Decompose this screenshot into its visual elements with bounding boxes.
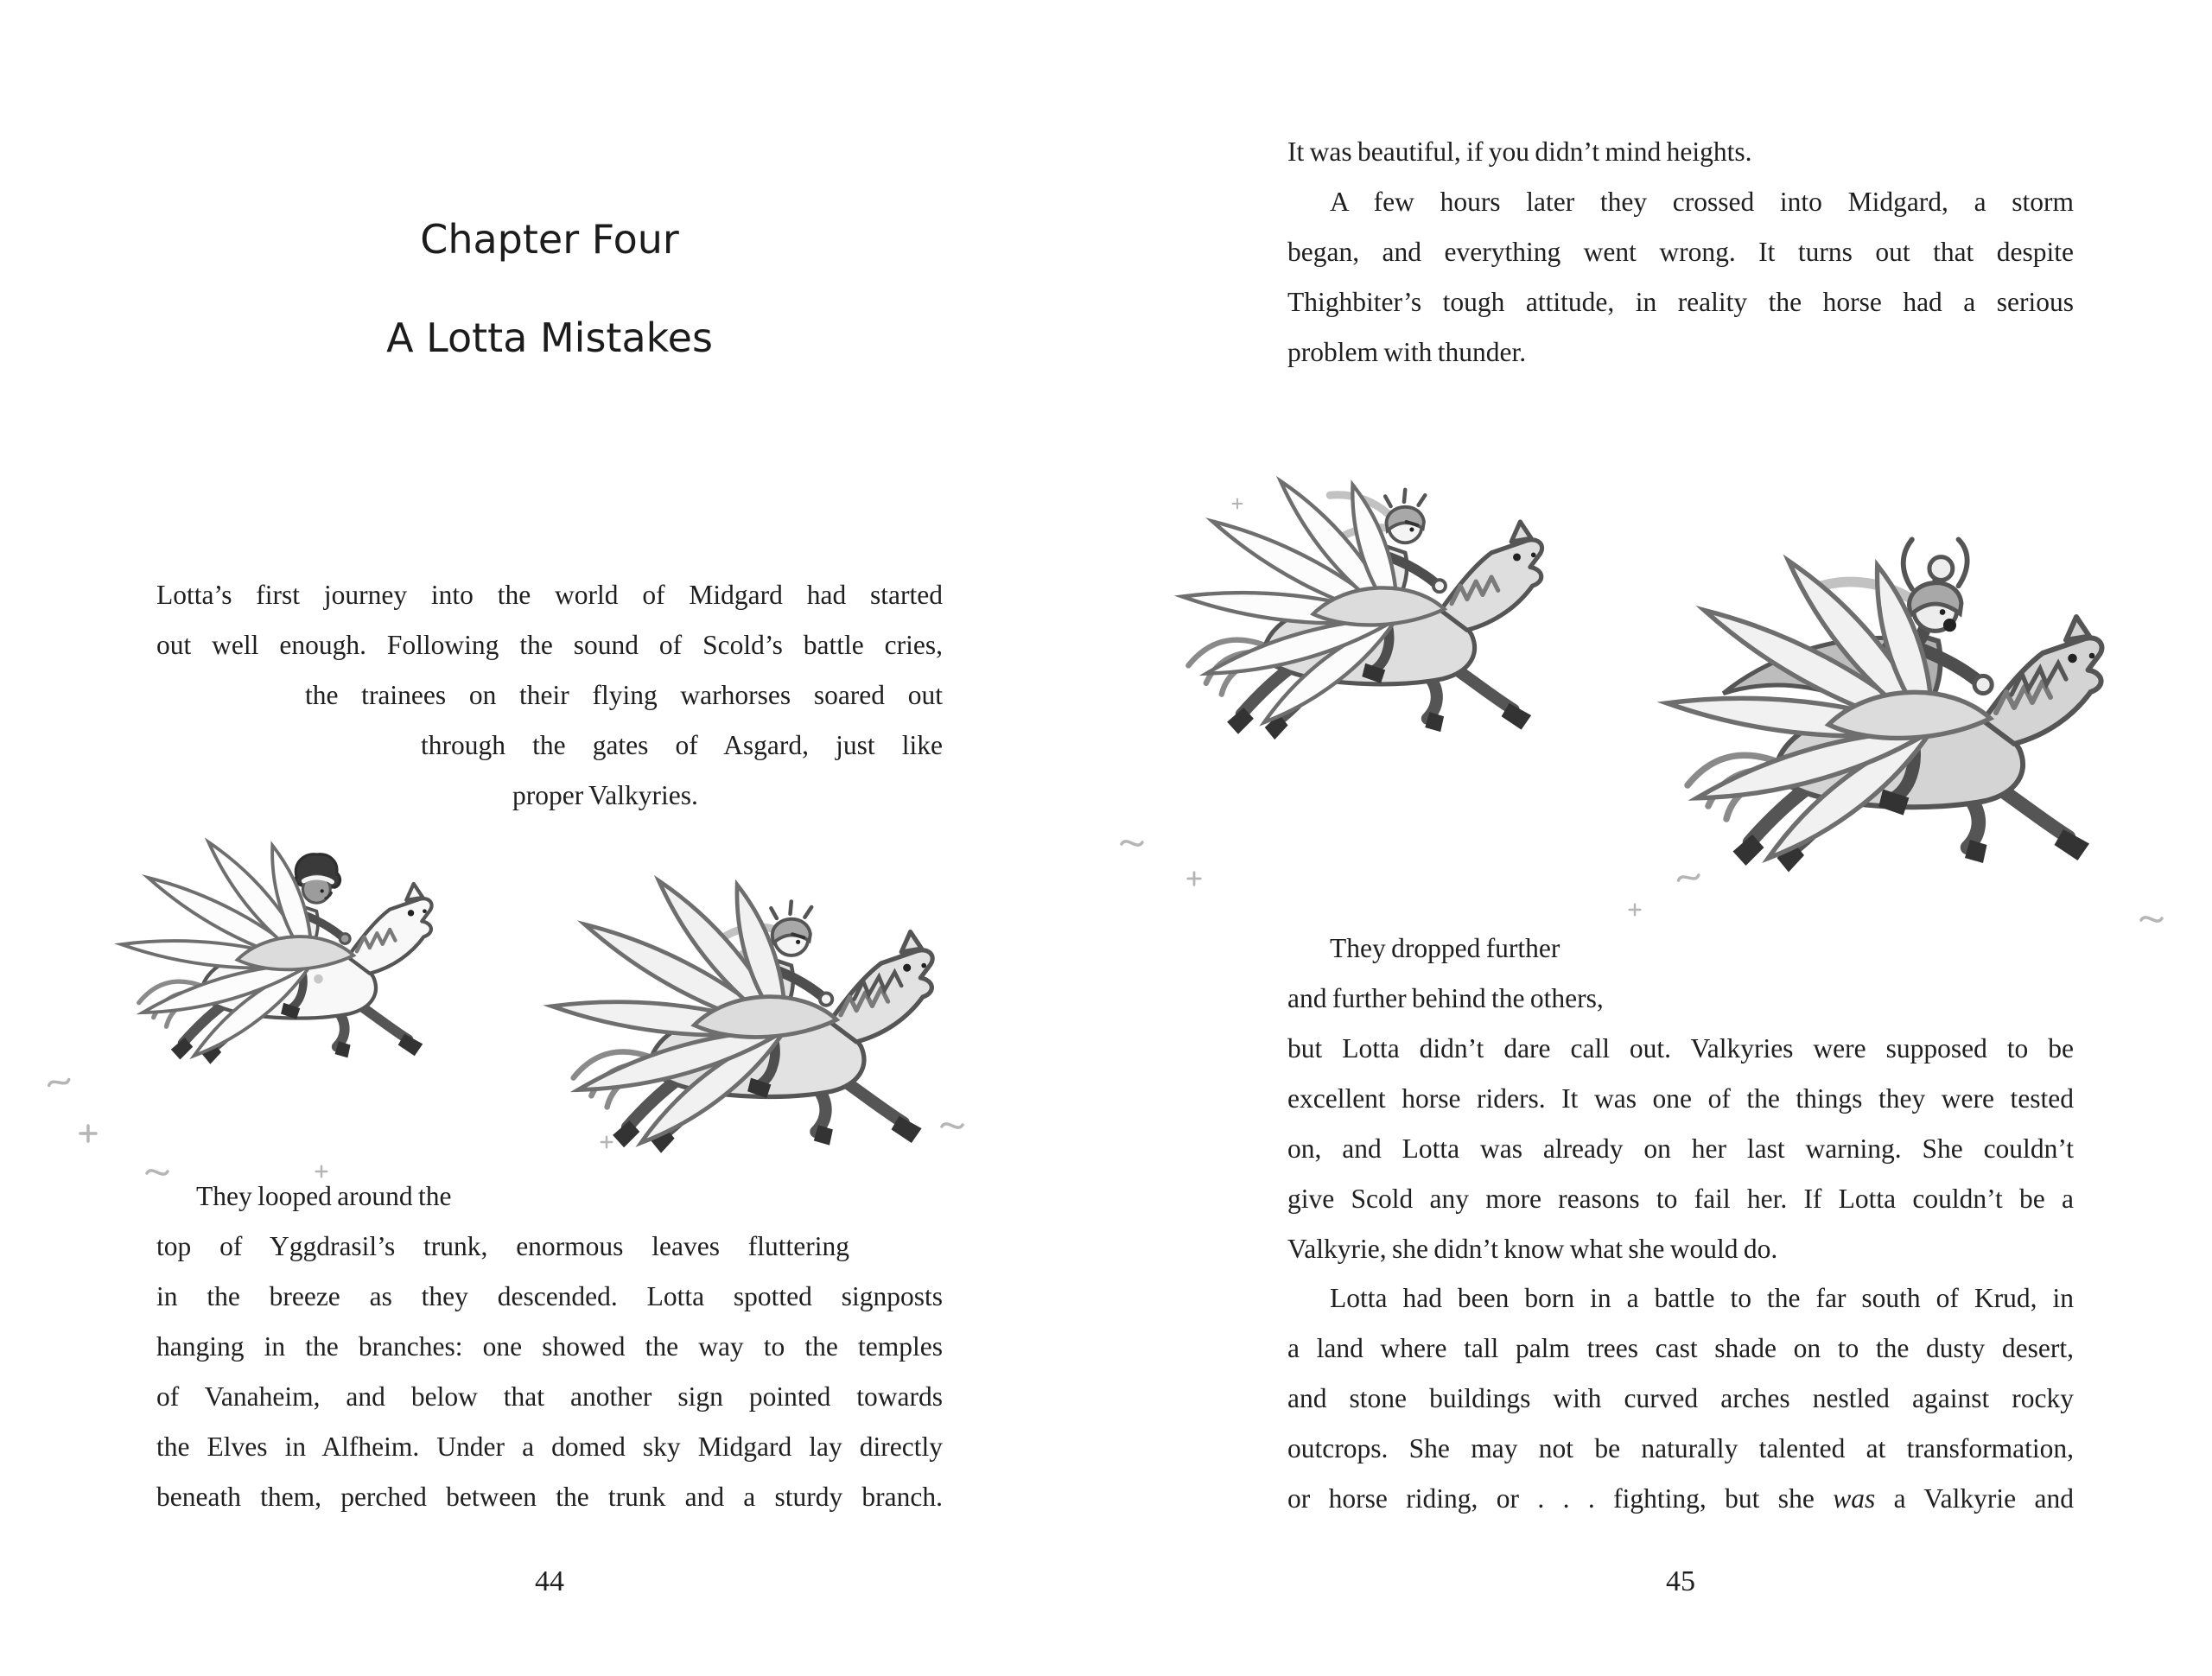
text-line: Valkyrie, she didn’t know what she would do. xyxy=(1287,1234,1778,1264)
text-line: top of Yggdrasil’s trunk, enormous leaves fluttering xyxy=(156,1231,849,1261)
page-number: 44 xyxy=(535,1565,564,1597)
squiggle-mark-icon xyxy=(1122,841,1142,845)
text-line: problem with thunder. xyxy=(1287,337,1527,367)
paragraph xyxy=(1287,1273,2074,1524)
text-line: and stone buildings with curved arches nestled against rocky xyxy=(1287,1383,2074,1413)
text-line: but Lotta didn’t dare call out. Valkyries were supposed to be xyxy=(1287,1033,2074,1063)
sparkle-icon xyxy=(1188,873,1200,885)
sparkle-icon xyxy=(1630,905,1641,916)
text-line: It was beautiful, if you didn’t mind heights. xyxy=(1287,136,1752,167)
paragraph xyxy=(156,1171,943,1522)
sparkle-icon xyxy=(80,1126,96,1141)
paragraph xyxy=(1287,127,2074,177)
winged-horse-armored xyxy=(1665,539,2101,872)
text-line: the Elves in Alfheim. Under a domed sky Midgard lay directly xyxy=(156,1432,943,1462)
text-line: beneath them, perched between the trunk and a sturdy branch. xyxy=(156,1482,943,1512)
chapter-title: A Lotta Mistakes xyxy=(386,314,713,361)
text-line: outcrops. She may not be naturally talented at transformation, xyxy=(1287,1433,2074,1463)
text-line: give Scold any more reasons to fail her. If Lotta couldn’t be a xyxy=(1287,1184,2074,1214)
winged-horse-grey xyxy=(550,872,932,1153)
text-line: Lotta’s first journey into the world of Midgard had started xyxy=(156,580,943,610)
text-line: proper Valkyries. xyxy=(512,780,698,810)
squiggle-mark-icon xyxy=(942,1124,963,1127)
text-line: through the gates of Asgard, just like xyxy=(421,730,943,760)
horse-wing xyxy=(550,872,836,1153)
right-page-illustration xyxy=(1080,393,2212,937)
page-number: 45 xyxy=(1666,1565,1695,1597)
winged-horse-white xyxy=(120,835,432,1064)
text-line: They dropped further xyxy=(1330,933,1560,963)
text-line: hanging in the branches: one showed the way to the temples xyxy=(156,1331,943,1362)
text-line: a land where tall palm trees cast shade on to the dusty desert, xyxy=(1287,1333,2074,1363)
squiggle-mark-icon xyxy=(48,1078,69,1086)
text-line: They looped around the xyxy=(196,1181,452,1211)
paragraph xyxy=(1287,924,2074,1274)
left-page-illustration xyxy=(35,760,1028,1201)
text-line: out well enough. Following the sound of Scold’s battle cries, xyxy=(156,630,943,660)
text-line: in the breeze as they descended. Lotta spotted signposts xyxy=(156,1281,943,1311)
text-line: the trainees on their flying warhorses soared out xyxy=(305,680,943,710)
squiggle-mark-icon xyxy=(2141,917,2162,921)
text-line: began, and everything went wrong. It turns out that despite xyxy=(1287,237,2074,267)
sparkle-icon xyxy=(1233,499,1243,509)
text-line: and further behind the others, xyxy=(1287,983,1604,1013)
text-line: of Vanaheim, and below that another sign pointed towards xyxy=(156,1381,943,1412)
text-line: Lotta had been born in a battle to the far south of Krud, in xyxy=(1330,1283,2074,1313)
text-line: A few hours later they crossed into Midgard, a storm xyxy=(1330,187,2074,217)
text-line: or horse riding, or . . . fighting, but she was a Valkyrie and xyxy=(1287,1483,2074,1514)
paragraph xyxy=(1287,177,2074,378)
sparkle-icon xyxy=(601,1137,613,1148)
chapter-heading: Chapter Four xyxy=(420,216,679,263)
squiggle-mark-icon xyxy=(1678,874,1699,881)
text-line: Thighbiter’s tough attitude, in reality the horse had a serious xyxy=(1287,287,2074,317)
text-line: on, and Lotta was already on her last warning. She couldn’t xyxy=(1287,1133,2074,1164)
text-line: excellent horse riders. It was one of the things they were tested xyxy=(1287,1083,2074,1114)
winged-horse-bay xyxy=(1181,473,1542,740)
